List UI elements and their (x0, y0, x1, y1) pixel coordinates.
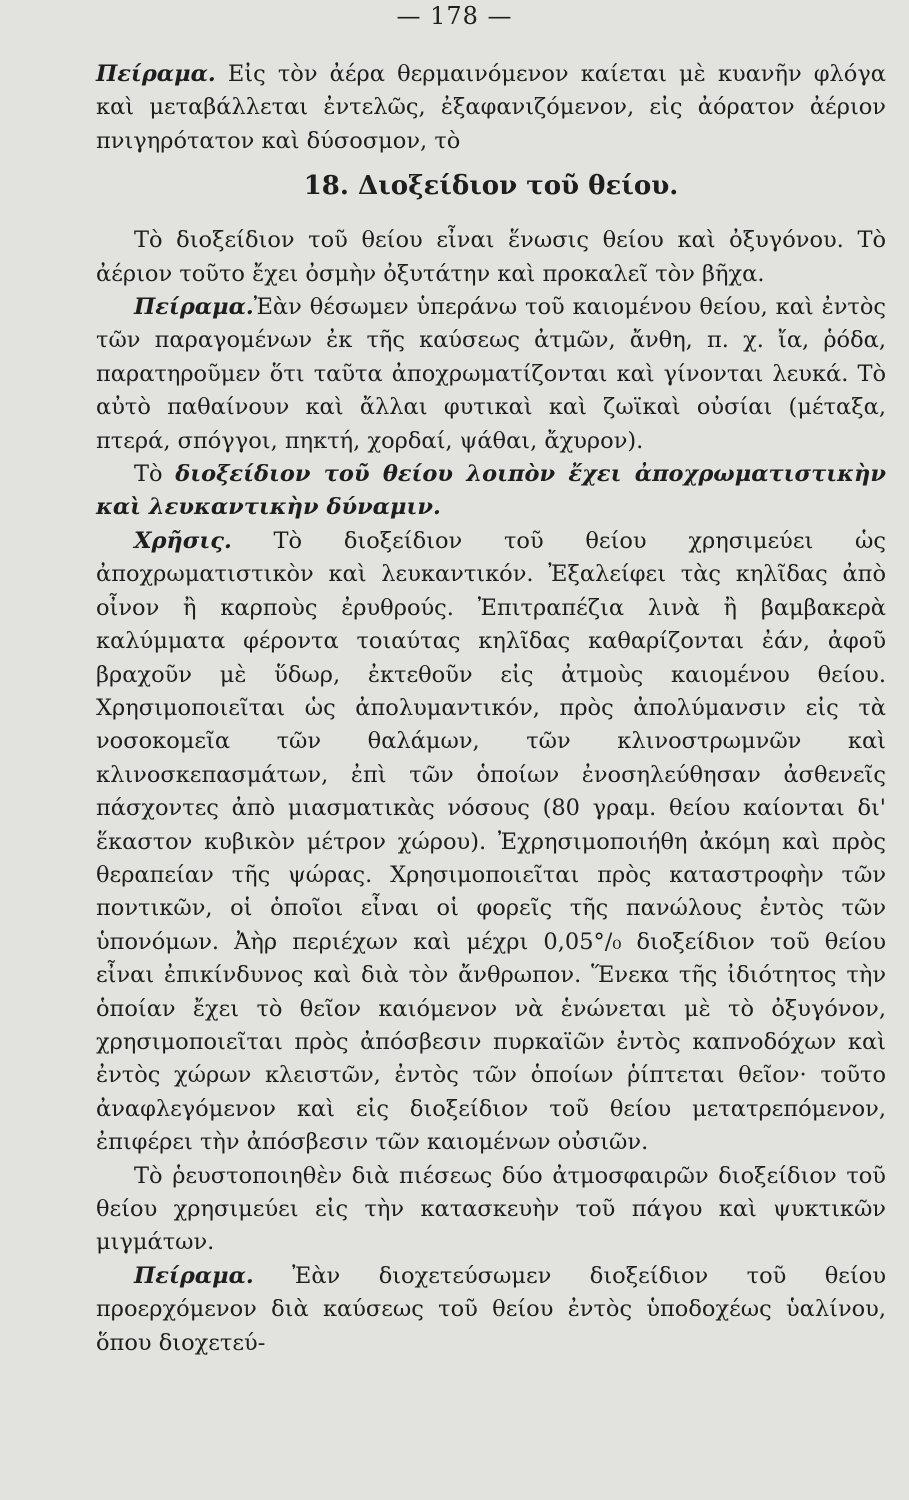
paragraph-experiment-1 (96, 58, 886, 158)
paragraph-liquefied: Τὸ ῥευστοποιηθὲν διὰ πιέσεως δύο ἀτμοσφαιρῶν διοξείδιον τοῦ θείου χρησιμεύει εἰς τὴν κατασκευὴν τοῦ πάγου καὶ ψυκτικῶν μιγμάτων. (96, 1162, 886, 1256)
paragraph-experiment-2 (96, 291, 886, 458)
paragraph-experiment-3 (96, 1260, 886, 1360)
section-heading: 18. Διοξείδιον τοῦ θείου. (303, 171, 679, 202)
paragraph-lead: Πείραμα. (134, 294, 254, 321)
paragraph-text: Τὸ (134, 461, 176, 488)
paragraph-lead: Πείραμα. (134, 1262, 254, 1289)
paragraph-text: Τὸ διοξείδιον τοῦ θείου χρησιμεύει ὡς ἀποχρωματιστικὸν καὶ λευκαντικόν. Ἐξαλείφει τὰς κηλῖδας ἀπὸ οἶνον ἢ καρποὺς ἐρυθρούς. Ἐπιτραπέζια λινὰ ἢ βαμβακερὰ καλύμματα φέροντα τοιαύτας κηλῖδας καθαρίζονται ἐάν, ἀφοῦ βραχοῦν μὲ ὕδωρ, ἐκτεθοῦν εἰς ἀτμοὺς καιομένου θείου. Χρησιμοποιεῖται ὡς ἀπολυμαντικόν, πρὸς ἀπολύμανσιν εἰς τὰ νοσοκομεῖα τῶν θαλάμων, τῶν κλινοστρωμνῶν καὶ κλινοσκεπασμάτων, ἐπὶ τῶν ὁποίων ἐνοσηλεύθησαν ἀσθενεῖς πάσχοντες ἀπὸ μιασματικὰς νόσους (80 γραμ. θείου καίονται δι' ἕκαστον κυβικὸν μέτρον χώρου). Ἐχρησιμοποιήθη ἀκόμη καὶ πρὸς θεραπείαν τῆς ψώρας. Χρησιμοποιεῖται πρὸς καταστροφὴν τῶν ποντικῶν, οἱ ὁποῖοι εἶναι οἱ φορεῖς τῆς πανώλους ἐντὸς τῶν ὑπονόμων. Ἀὴρ περιέχων καὶ μέχρι 0,05°/₀ διοξείδιον τοῦ θείου εἶναι ἐπικίνδυνος καὶ διὰ τὸν ἄνθρωπον. Ἕνεκα τῆς ἰδιότητος τὴν ὁποίαν ἔχει τὸ θεῖον καιόμενον νὰ ἑνώνεται μὲ τὸ ὀξυγόνον, χρησιμοποιεῖται πρὸς ἀπόσβεσιν πυρκαϊῶν ἐντὸς καπνοδόχων καὶ ἐντὸς χώρων κλειστῶν, ἐντὸς τῶν ὁποίων ῥίπτεται θεῖον· τοῦτο ἀναφλεγόμενον καὶ εἰς διοξείδιον τοῦ θείου μετατρεπόμενον, ἐπιφέρει τὴν ἀπόσβεσιν τῶν καιομένων οὐσιῶν. (96, 527, 886, 1156)
paragraph-conclusion (96, 458, 886, 525)
paragraph-lead: Πείραμα. (96, 61, 216, 87)
paragraph-text: Ἐὰν διοχετεύσωμεν διοξείδιον τοῦ θείου προερχόμενον διὰ καύσεως τοῦ θείου ἐντὸς ὑποδοχέως ὑαλίνου, ὅπου διοχετεύ- (96, 1262, 886, 1356)
paragraph-text: Ἐὰν θέσωμεν ὑπεράνω τοῦ καιομένου θείου, καὶ ἐντὸς τῶν παραγομένων ἐκ τῆς καύσεως ἀτμῶν, ἄνθη, π. χ. ἴα, ῥόδα, παρατηροῦμεν ὅτι ταῦτα ἀποχρωματίζονται καὶ γίνονται λευκά. Τὸ αὐτὸ παθαίνουν καὶ ἄλλαι φυτικαὶ καὶ ζωϊκαὶ οὐσίαι (μέταξα, πτερά, σπόγγοι, πηκτή, χορδαί, ψάθαι, ἄχυρον). (96, 294, 886, 454)
emphasized-text: διοξείδιον τοῦ θείου λοιπὸν ἔχει ἀποχρωματιστικὴν καὶ λευκαντικὴν δύναμιν. (96, 461, 886, 521)
page-number: — 178 — (396, 2, 513, 30)
paragraph-uses (96, 525, 886, 1160)
paragraph-lead: Χρῆσις. (134, 527, 232, 554)
paragraph-text: Εἰς τὸν ἀέρα θερμαινόμενον καίεται μὲ κυανῆν φλόγα καὶ μεταβάλλεται ἐντελῶς, ἐξαφανιζόμενον, εἰς ἀόρατον ἀέριον πνιγηρότατον καὶ δύσοσμον, τὸ (96, 61, 886, 154)
text-block (96, 58, 886, 1360)
paragraph-definition: Τὸ διοξείδιον τοῦ θείου εἶναι ἕνωσις θείου καὶ ὀξυγόνου. Τὸ ἀέριον τοῦτο ἔχει ὀσμὴν ὀξυτάτην καὶ προκαλεῖ τὸν βῆχα. (96, 227, 886, 287)
